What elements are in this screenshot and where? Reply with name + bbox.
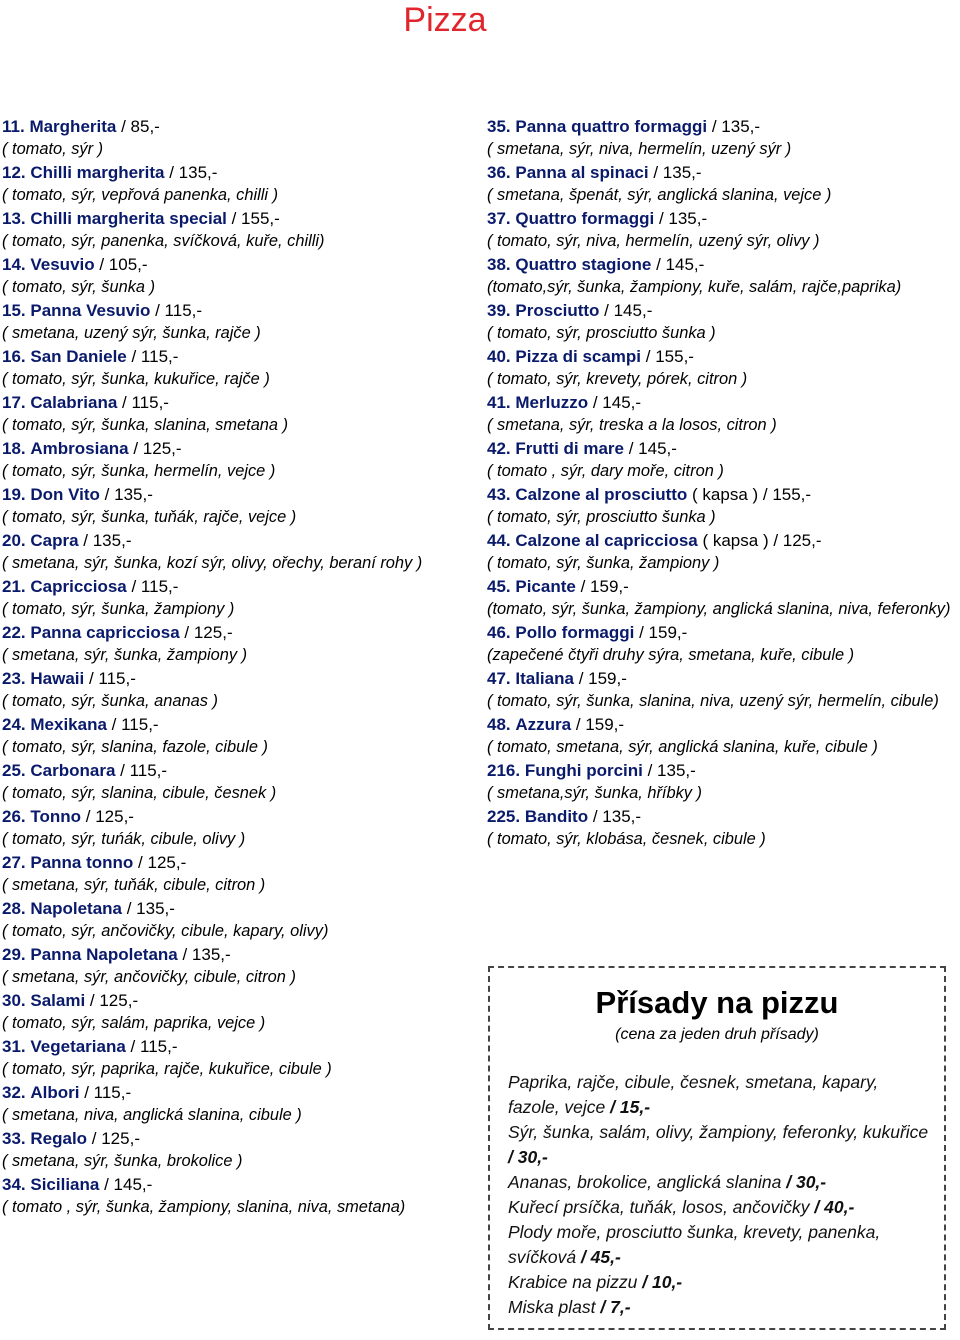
menu-item-heading	[2, 667, 462, 690]
menu-item	[487, 161, 957, 207]
menu-item-heading	[487, 207, 957, 230]
item-name: Vegetariana	[30, 1037, 126, 1056]
item-name: Regalo	[30, 1129, 88, 1148]
item-ingredients: ( smetana, sýr, ančovičky, cibule, citron )	[2, 968, 296, 986]
item-number: 24.	[2, 715, 26, 734]
item-ingredients: ( tomato, sýr, tuńák, cibule, olivy )	[2, 830, 246, 848]
item-number: 22.	[2, 623, 26, 642]
extra-item	[508, 1220, 934, 1270]
item-price: / 115,-	[117, 393, 169, 412]
extra-item-price: / 15,-	[605, 1097, 651, 1117]
menu-item-heading	[2, 1035, 462, 1058]
item-name: Salami	[30, 991, 86, 1010]
item-price: / 159,-	[575, 577, 629, 596]
item-name: Prosciutto	[515, 301, 600, 320]
extra-item	[508, 1120, 934, 1170]
item-ingredients: ( smetana, niva, anglická slanina, cibule )	[2, 1106, 302, 1124]
menu-item-heading	[2, 943, 462, 966]
item-ingredients: ( smetana, sýr, šunka, žampiony )	[2, 646, 248, 664]
item-number: 48.	[487, 715, 511, 734]
menu-item-heading	[2, 529, 462, 552]
menu-item-heading	[487, 253, 957, 276]
item-name: Pizza di scampi	[515, 347, 642, 366]
item-ingredients: ( tomato, sýr, prosciutto šunka )	[487, 508, 716, 526]
item-name: Chilli margherita special	[30, 209, 227, 228]
extra-item	[508, 1270, 934, 1295]
item-number: 41.	[487, 393, 511, 412]
item-ingredients: ( tomato, sýr, šunka, kukuřice, rajče )	[2, 370, 270, 388]
menu-item	[2, 437, 462, 483]
menu-item	[2, 989, 462, 1035]
item-ingredients: ( tomato , sýr, šunka, žampiony, slanina, niva, smetana)	[2, 1198, 406, 1216]
item-number: 29.	[2, 945, 26, 964]
item-name: Napoletana	[30, 899, 123, 918]
item-ingredients: ( tomato , sýr, dary moře, citron )	[487, 462, 724, 480]
item-number: 28.	[2, 899, 26, 918]
menu-item-heading	[2, 345, 462, 368]
extra-item-price: / 7,-	[595, 1297, 631, 1317]
item-number: 23.	[2, 669, 26, 688]
item-number: 38.	[487, 255, 511, 274]
item-ingredients: ( tomato, sýr, krevety, pórek, citron )	[487, 370, 748, 388]
item-number: 44.	[487, 531, 511, 550]
menu-item-heading	[487, 483, 957, 506]
menu-item-heading	[2, 575, 462, 598]
item-price: / 115,-	[79, 1083, 132, 1102]
item-price: ( kapsa ) / 125,-	[697, 531, 822, 550]
item-number: 31.	[2, 1037, 26, 1056]
item-price: / 85,-	[116, 117, 160, 136]
item-price: / 135,-	[654, 209, 708, 228]
item-ingredients: (zapečené čtyři druhy sýra, smetana, kuře, cibule )	[487, 646, 855, 664]
item-ingredients: ( tomato, sýr, slanina, cibule, česnek )	[2, 784, 277, 802]
menu-item	[487, 805, 957, 851]
item-name: Pollo formaggi	[515, 623, 635, 642]
item-price: / 145,-	[651, 255, 705, 274]
menu-item	[2, 667, 462, 713]
item-price: / 135,-	[164, 163, 218, 182]
item-name: Capra	[30, 531, 79, 550]
item-name: Calzone al capricciosa	[515, 531, 698, 550]
menu-column-left	[2, 115, 462, 1219]
item-price: / 145,-	[99, 1175, 153, 1194]
menu-item-heading	[2, 253, 462, 276]
item-name: Merluzzo	[515, 393, 589, 412]
menu-item	[2, 621, 462, 667]
menu-item	[2, 253, 462, 299]
item-name: Panna Vesuvio	[30, 301, 151, 320]
menu-item-heading	[487, 529, 957, 552]
item-ingredients: ( tomato, sýr, šunka )	[2, 278, 156, 296]
item-ingredients: ( tomato, sýr, šunka, tuňák, rajče, vejce )	[2, 508, 297, 526]
item-price: / 135,-	[588, 807, 642, 826]
item-price: / 115,-	[150, 301, 203, 320]
item-price: / 135,-	[177, 945, 231, 964]
menu-item-heading	[2, 759, 462, 782]
item-ingredients: (tomato, sýr, šunka, žampiony, anglická slanina, niva, feferonky)	[487, 600, 951, 618]
extra-item	[508, 1070, 934, 1120]
item-ingredients: ( smetana, sýr, tuňák, cibule, citron )	[2, 876, 266, 894]
item-price: ( kapsa ) / 155,-	[687, 485, 812, 504]
item-ingredients: ( tomato, sýr, panenka, svíčková, kuře, chilli)	[2, 232, 325, 250]
item-name: Panna tonno	[30, 853, 134, 872]
menu-item-heading	[487, 391, 957, 414]
menu-item	[2, 897, 462, 943]
item-ingredients: ( tomato, sýr, šunka, slanina, niva, uzený sýr, hermelín, cibule)	[487, 692, 939, 710]
item-price: / 115,-	[106, 715, 159, 734]
item-name: Margherita	[29, 117, 117, 136]
item-number: 13.	[2, 209, 26, 228]
item-name: Carbonara	[30, 761, 116, 780]
item-price: / 125,-	[179, 623, 233, 642]
item-name: Calzone al prosciutto	[515, 485, 688, 504]
item-number: 25.	[2, 761, 26, 780]
menu-item-heading	[2, 391, 462, 414]
item-name: Funghi porcini	[524, 761, 643, 780]
item-price: / 135,-	[99, 485, 153, 504]
menu-item	[487, 483, 957, 529]
extra-item-price: / 10,-	[637, 1272, 683, 1292]
menu-item-heading	[2, 989, 462, 1012]
item-ingredients: ( tomato, sýr, vepřová panenka, chilli )	[2, 186, 279, 204]
menu-item-heading	[2, 897, 462, 920]
menu-item	[487, 207, 957, 253]
item-ingredients: ( smetana, sýr, niva, hermelín, uzený sýr )	[487, 140, 792, 158]
item-number: 26.	[2, 807, 26, 826]
item-ingredients: ( smetana, sýr, šunka, kozí sýr, olivy, ořechy, beraní rohy )	[2, 554, 423, 572]
item-name: Quattro stagione	[515, 255, 652, 274]
item-number: 27.	[2, 853, 26, 872]
menu-item-heading	[487, 299, 957, 322]
item-name: Tonno	[30, 807, 82, 826]
menu-item-heading	[487, 805, 957, 828]
menu-item	[2, 1173, 462, 1219]
menu-item	[487, 437, 957, 483]
item-name: Ambrosiana	[30, 439, 129, 458]
extra-item-text: Paprika, rajče, cibule, česnek, smetana, kapary, fazole, vejce	[508, 1072, 879, 1117]
extra-item-text: Ananas, brokolice, anglická slanina	[508, 1172, 782, 1192]
item-name: Italiana	[515, 669, 574, 688]
menu-item-heading	[487, 621, 957, 644]
extras-box	[488, 966, 946, 1330]
item-price: / 135,-	[122, 899, 175, 918]
menu-column-right	[487, 115, 957, 851]
menu-item-heading	[2, 1127, 462, 1150]
menu-item	[487, 299, 957, 345]
item-number: 40.	[487, 347, 511, 366]
menu-item	[487, 345, 957, 391]
menu-item	[487, 115, 957, 161]
menu-item	[487, 713, 957, 759]
menu-item	[2, 759, 462, 805]
item-ingredients: ( tomato, sýr, salám, paprika, vejce )	[2, 1014, 266, 1032]
extra-item-price: / 30,-	[781, 1172, 827, 1192]
item-ingredients: ( tomato, sýr, šunka, hermelín, vejce )	[2, 462, 276, 480]
item-ingredients: ( smetana,sýr, šunka, hříbky )	[487, 784, 702, 802]
item-number: 34.	[2, 1175, 26, 1194]
item-price: / 125,-	[87, 1129, 140, 1148]
extra-item-text: Krabice na pizzu	[508, 1272, 638, 1292]
item-ingredients: ( tomato, smetana, sýr, anglická slanina, kuře, cibule )	[487, 738, 878, 756]
item-price: / 125,-	[133, 853, 187, 872]
item-name: Azzura	[515, 715, 572, 734]
item-number: 37.	[487, 209, 511, 228]
menu-item	[2, 207, 462, 253]
item-number: 30.	[2, 991, 26, 1010]
item-price: / 115,-	[126, 347, 179, 366]
menu-item	[2, 161, 462, 207]
menu-item	[2, 1035, 462, 1081]
item-ingredients: ( tomato, sýr, slanina, fazole, cibule )	[2, 738, 269, 756]
item-number: 17.	[2, 393, 26, 412]
item-number: 45.	[487, 577, 511, 596]
item-number: 12.	[2, 163, 26, 182]
item-ingredients: ( tomato, sýr, ančovičky, cibule, kapary, olivy)	[2, 922, 329, 940]
menu-item	[2, 529, 462, 575]
item-price: / 159,-	[571, 715, 625, 734]
menu-item-heading	[2, 713, 462, 736]
extra-item-price: / 30,-	[508, 1147, 548, 1167]
menu-item-heading	[2, 115, 462, 138]
menu-item-heading	[2, 1173, 462, 1196]
item-name: Panna al spinaci	[515, 163, 649, 182]
item-number: 11.	[2, 117, 25, 136]
item-ingredients: ( tomato, sýr, šunka, žampiony )	[487, 554, 720, 572]
menu-item	[2, 943, 462, 989]
item-number: 47.	[487, 669, 511, 688]
menu-item	[2, 115, 462, 161]
menu-item-heading	[487, 115, 957, 138]
extras-subtitle: (cena za jeden druh přísady)	[615, 1026, 819, 1043]
item-ingredients: (tomato,sýr, šunka, žampiony, kuře, salám, rajče,paprika)	[487, 278, 902, 296]
item-price: / 125,-	[128, 439, 182, 458]
item-name: Capricciosa	[30, 577, 127, 596]
item-name: Quattro formaggi	[515, 209, 655, 228]
item-name: Siciliana	[30, 1175, 100, 1194]
item-ingredients: ( smetana, uzený sýr, šunka, rajče )	[2, 324, 261, 342]
menu-item-heading	[487, 161, 957, 184]
item-price: / 145,-	[599, 301, 653, 320]
menu-item	[2, 1127, 462, 1173]
item-name: Bandito	[524, 807, 589, 826]
menu-item	[487, 391, 957, 437]
extra-item	[508, 1195, 934, 1220]
item-number: 216.	[487, 761, 521, 780]
item-number: 39.	[487, 301, 511, 320]
item-price: / 145,-	[588, 393, 642, 412]
item-ingredients: ( tomato, sýr )	[2, 140, 104, 158]
item-number: 16.	[2, 347, 26, 366]
menu-item-heading	[487, 345, 957, 368]
extras-title: Přísady na pizzu	[595, 985, 839, 1020]
item-ingredients: ( tomato, sýr, paprika, rajče, kukuřice, cibule )	[2, 1060, 332, 1078]
item-price: / 125,-	[81, 807, 134, 826]
extra-item-text: Miska plast	[508, 1297, 596, 1317]
item-number: 32.	[2, 1083, 26, 1102]
menu-item	[2, 805, 462, 851]
item-ingredients: ( tomato, sýr, klobása, česnek, cibule )	[487, 830, 766, 848]
item-price: / 155,-	[641, 347, 694, 366]
menu-item-heading	[2, 161, 462, 184]
item-name: Panna quattro formaggi	[515, 117, 708, 136]
item-number: 18.	[2, 439, 26, 458]
item-number: 36.	[487, 163, 511, 182]
item-ingredients: ( tomato, sýr, šunka, žampiony )	[2, 600, 235, 618]
item-price: / 135,-	[78, 531, 132, 550]
menu-item	[2, 391, 462, 437]
item-number: 46.	[487, 623, 511, 642]
item-price: / 125,-	[85, 991, 139, 1010]
menu-item-heading	[487, 667, 957, 690]
item-number: 15.	[2, 301, 26, 320]
menu-item	[487, 529, 957, 575]
item-price: / 115,-	[125, 1037, 178, 1056]
menu-item	[2, 299, 462, 345]
item-name: Albori	[30, 1083, 80, 1102]
extra-item	[508, 1295, 934, 1320]
item-price: / 115,-	[84, 669, 136, 688]
extra-item-text: Plody moře, prosciutto šunka, krevety, panenka, svíčková	[508, 1222, 881, 1267]
item-ingredients: ( smetana, sýr, treska a la losos, citron )	[487, 416, 777, 434]
item-price: / 159,-	[573, 669, 627, 688]
extra-item-text: Sýr, šunka, salám, olivy, žampiony, feferonky, kukuřice	[508, 1122, 929, 1142]
menu-item-heading	[2, 483, 462, 506]
menu-item-heading	[2, 621, 462, 644]
item-price: / 155,-	[226, 209, 280, 228]
item-name: Panna Napoletana	[30, 945, 178, 964]
menu-item-heading	[487, 575, 957, 598]
item-name: Don Vito	[30, 485, 100, 504]
item-number: 14.	[2, 255, 26, 274]
item-ingredients: ( tomato, sýr, niva, hermelín, uzený sýr, olivy )	[487, 232, 820, 250]
item-price: / 115,-	[115, 761, 168, 780]
menu-item-heading	[487, 713, 957, 736]
item-number: 21.	[2, 577, 26, 596]
item-price: / 159,-	[634, 623, 688, 642]
menu-item	[487, 621, 957, 667]
menu-item	[2, 575, 462, 621]
item-name: Vesuvio	[30, 255, 95, 274]
menu-item-heading	[2, 1081, 462, 1104]
menu-item	[2, 483, 462, 529]
item-ingredients: ( tomato, sýr, šunka, slanina, smetana )	[2, 416, 289, 434]
menu-item	[2, 345, 462, 391]
item-number: 20.	[2, 531, 26, 550]
menu-item-heading	[487, 437, 957, 460]
item-price: / 105,-	[94, 255, 148, 274]
item-number: 225.	[487, 807, 521, 826]
item-name: Panna capricciosa	[30, 623, 180, 642]
item-ingredients: ( smetana, špenát, sýr, anglická slanina, vejce )	[487, 186, 832, 204]
page-title: Pizza	[403, 1, 487, 39]
menu-item	[487, 253, 957, 299]
menu-item	[2, 1081, 462, 1127]
menu-item-heading	[2, 299, 462, 322]
item-name: Frutti di mare	[515, 439, 624, 458]
item-price: / 145,-	[624, 439, 677, 458]
menu-item	[487, 575, 957, 621]
item-ingredients: ( tomato, sýr, prosciutto šunka )	[487, 324, 716, 342]
item-number: 42.	[487, 439, 511, 458]
extras-list	[490, 1070, 944, 1320]
item-price: / 135,-	[648, 163, 702, 182]
item-price: / 135,-	[642, 761, 696, 780]
item-name: Calabriana	[30, 393, 118, 412]
menu-item	[2, 713, 462, 759]
extra-item-price: / 45,-	[576, 1247, 621, 1267]
extra-item	[508, 1170, 934, 1195]
extra-item-price: / 40,-	[809, 1197, 855, 1217]
item-price: / 135,-	[707, 117, 761, 136]
menu-item-heading	[2, 437, 462, 460]
menu-item-heading	[2, 805, 462, 828]
item-name: Hawaii	[30, 669, 85, 688]
item-ingredients: ( smetana, sýr, šunka, brokolice )	[2, 1152, 243, 1170]
extra-item-text: Kuřecí prsíčka, tuňák, losos, ančovičky	[508, 1197, 810, 1217]
item-number: 43.	[487, 485, 511, 504]
item-number: 19.	[2, 485, 26, 504]
menu-item-heading	[2, 207, 462, 230]
item-number: 35.	[487, 117, 511, 136]
menu-item-heading	[2, 851, 462, 874]
menu-item	[2, 851, 462, 897]
menu-item	[487, 759, 957, 805]
item-price: / 115,-	[126, 577, 179, 596]
item-name: San Daniele	[30, 347, 127, 366]
menu-item-heading	[487, 759, 957, 782]
menu-item	[487, 667, 957, 713]
item-ingredients: ( tomato, sýr, šunka, ananas )	[2, 692, 218, 710]
item-name: Mexikana	[30, 715, 107, 734]
item-number: 33.	[2, 1129, 26, 1148]
item-name: Picante	[515, 577, 576, 596]
item-name: Chilli margherita	[30, 163, 165, 182]
